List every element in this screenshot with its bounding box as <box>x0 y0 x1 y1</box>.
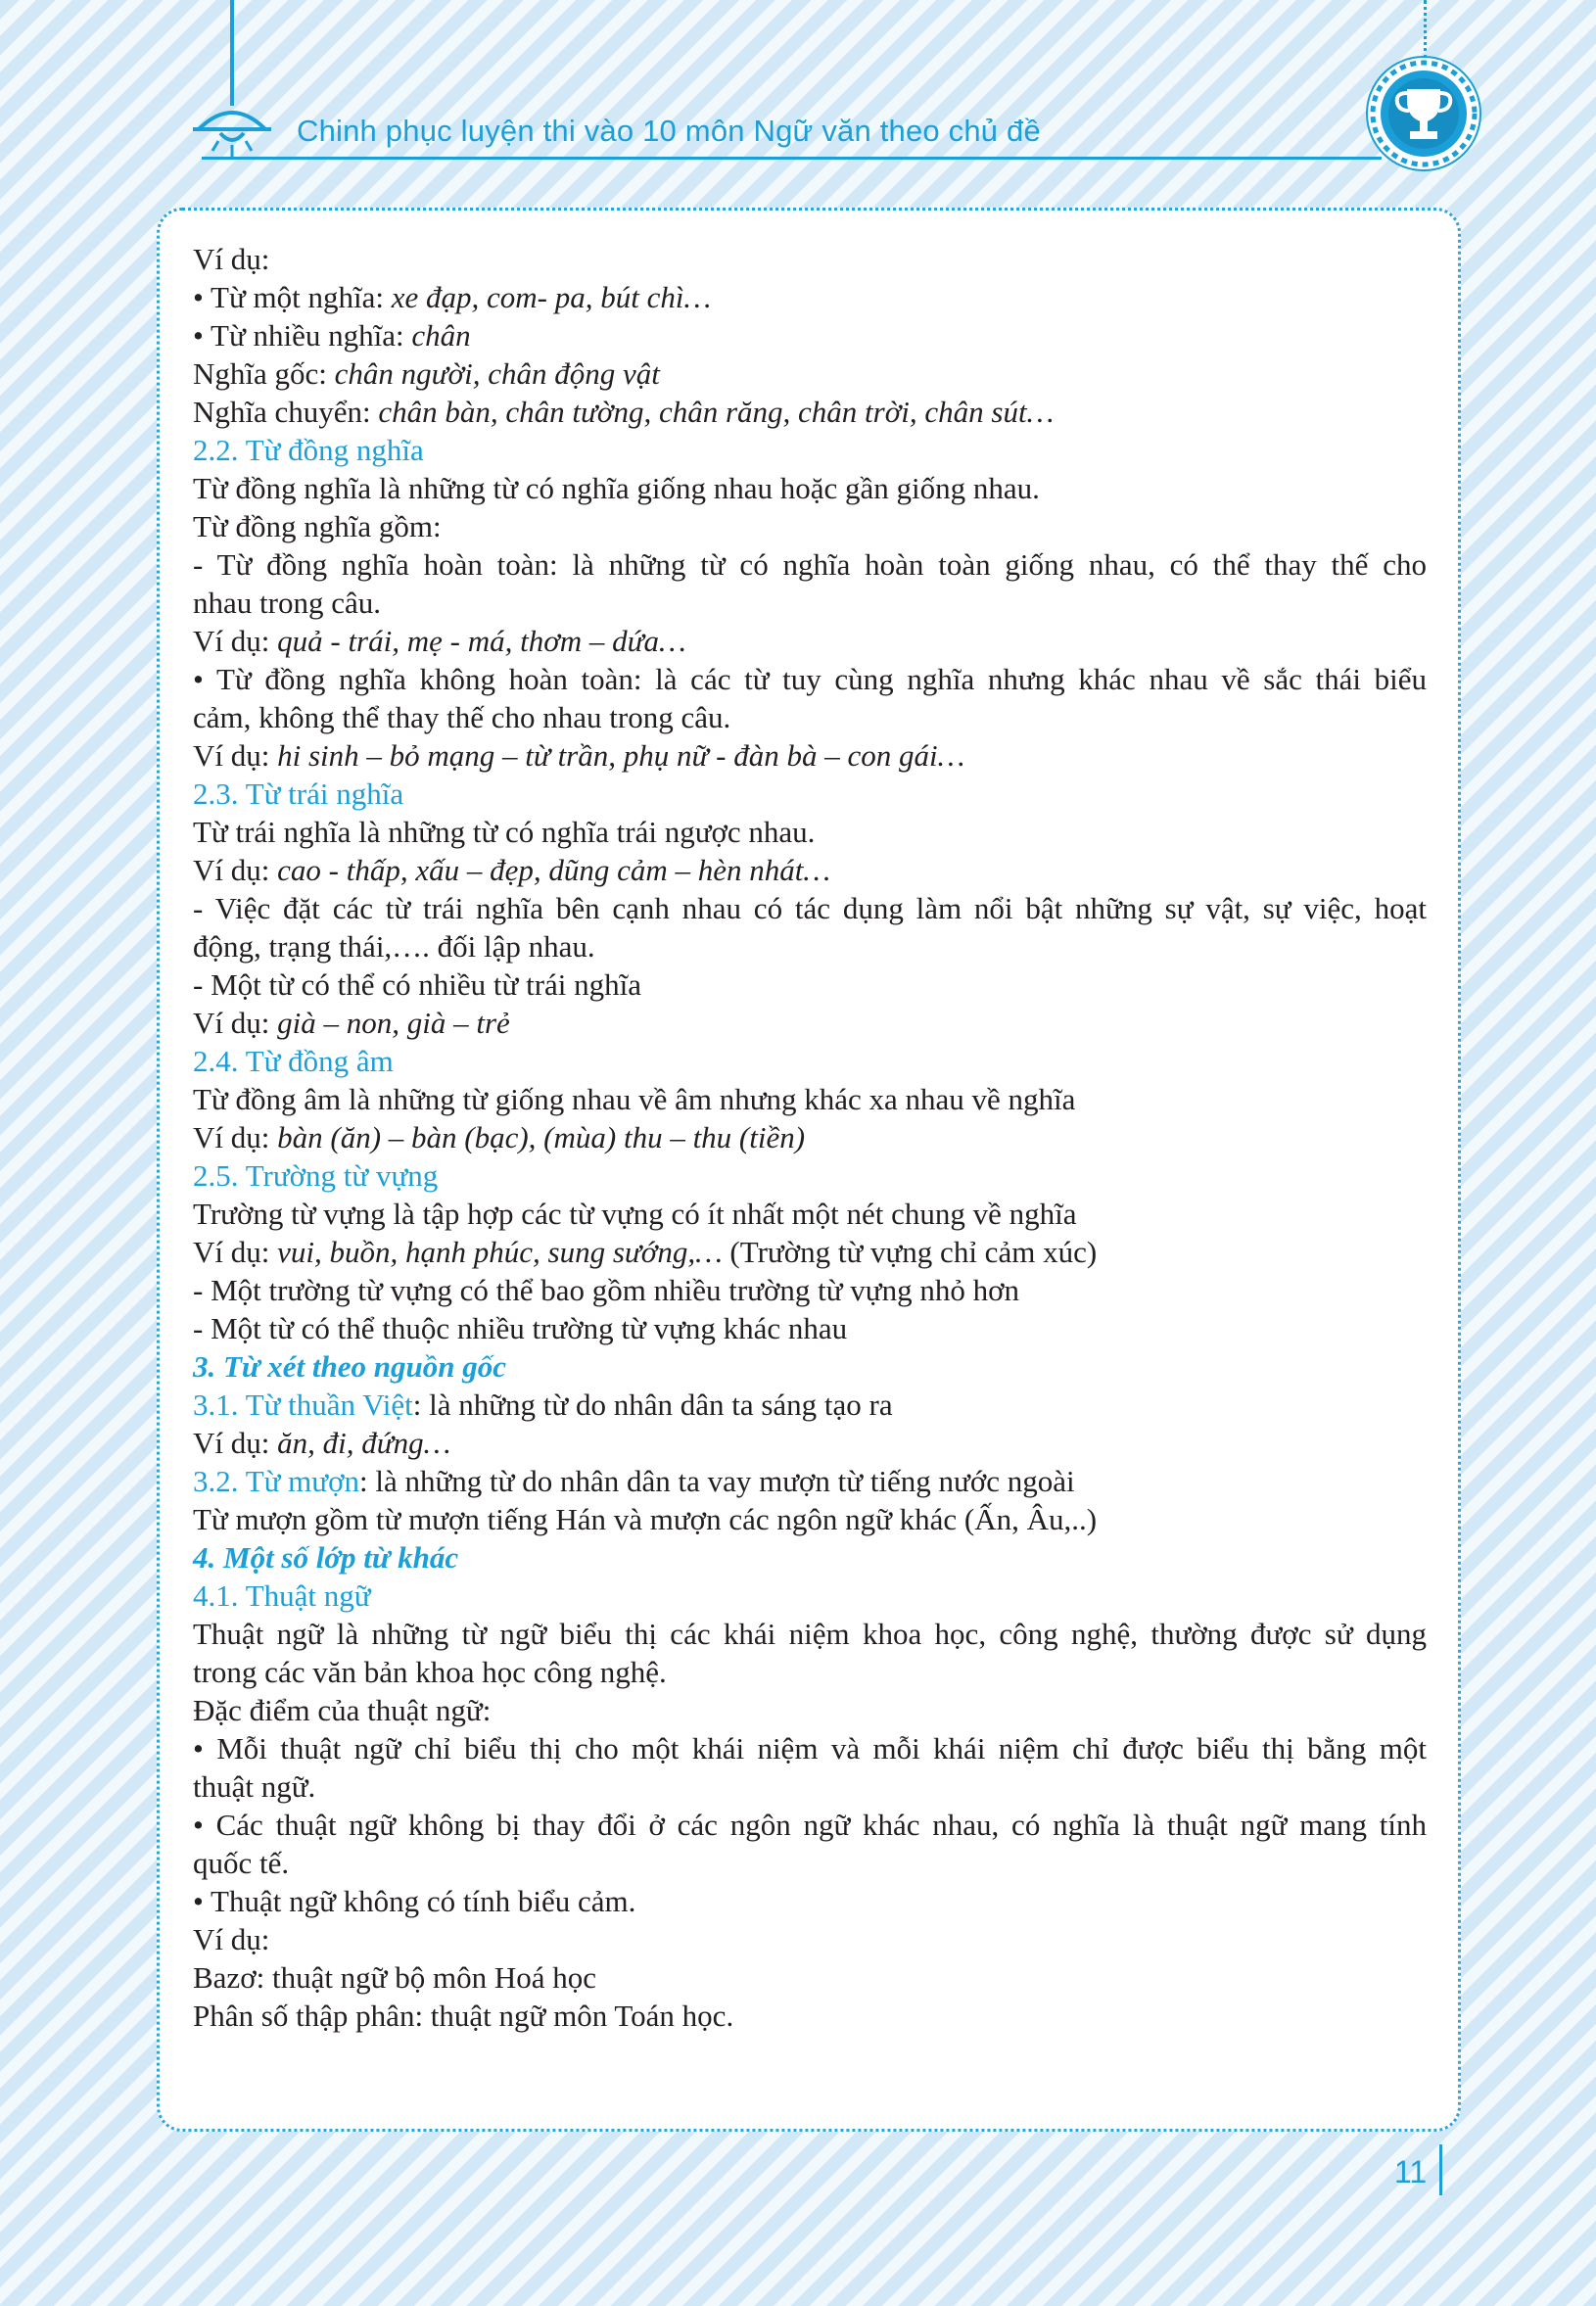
example-text: bàn (ăn) – bàn (bạc), (mùa) thu – thu (tiền) <box>277 1120 806 1154</box>
subsection-heading: 3.2. Từ mượn <box>193 1464 359 1498</box>
text-line <box>193 393 1427 431</box>
text-line <box>193 1386 1427 1424</box>
example-text: chân bàn, chân tường, chân răng, chân trời, chân sút… <box>378 395 1055 429</box>
text-span: (Trường từ vựng chỉ cảm xúc) <box>722 1235 1098 1269</box>
text-line: Từ đồng nghĩa là những từ có nghĩa giống nhau hoặc gần giống nhau. <box>193 471 1040 505</box>
example-text: chân <box>411 318 471 353</box>
text-line <box>193 1118 1427 1156</box>
text-line: - Một từ có thể có nhiều từ trái nghĩa <box>193 967 642 1002</box>
text-line: Trường từ vựng là tập hợp các từ vựng có ít nhất một nét chung về nghĩa <box>193 1197 1077 1231</box>
header-rule <box>202 157 1382 160</box>
header-title: Chinh phục luyện thi vào 10 môn Ngữ văn theo chủ đề <box>297 114 1041 148</box>
text-line <box>193 1462 1427 1500</box>
text-line: Thuật ngữ là những từ ngữ biểu thị các khái niệm khoa học, công nghệ, thường được sử dụng <box>193 1617 1427 1651</box>
text-line: Đặc điểm của thuật ngữ: <box>193 1693 492 1727</box>
text-span: Ví dụ: <box>193 853 278 887</box>
example-text: vui, buồn, hạnh phúc, sung sướng,… <box>277 1235 723 1269</box>
text-span: Ví dụ: <box>193 1120 278 1154</box>
text-line: Phân số thập phân: thuật ngữ môn Toán học. <box>193 1999 734 2033</box>
text-line: • Thuật ngữ không có tính biểu cảm. <box>193 1884 636 1918</box>
text-line: Bazơ: thuật ngữ bộ môn Hoá học <box>193 1960 597 1995</box>
text-line: - Việc đặt các từ trái nghĩa bên cạnh nhau có tác dụng làm nổi bật những sự vật, sự việc, hoạt <box>193 891 1427 925</box>
text-span: • Từ một nghĩa: <box>193 280 392 314</box>
text-span: Ví dụ: <box>193 738 278 773</box>
text-line: - Một từ có thể thuộc nhiều trường từ vựng khác nhau <box>193 1311 848 1345</box>
text-line <box>193 278 1427 316</box>
content <box>193 240 1427 2035</box>
text-line: - Từ đồng nghĩa hoàn toàn: là những từ có nghĩa hoàn toàn giống nhau, có thể thay thế cho <box>193 547 1427 582</box>
example-text: ăn, đi, đứng… <box>277 1426 451 1460</box>
text-line: • Các thuật ngữ không bị thay đổi ở các ngôn ngữ khác nhau, có nghĩa là thuật ngữ mang tính <box>193 1808 1427 1842</box>
section-heading: 2.4. Từ đồng âm <box>193 1044 394 1078</box>
lamp-icon <box>189 102 275 161</box>
text-line <box>193 736 1427 775</box>
text-line <box>193 1233 1427 1271</box>
lamp-cord <box>230 0 234 106</box>
text-span: Ví dụ: <box>193 1006 278 1040</box>
text-span: Ví dụ: <box>193 624 278 658</box>
text-span: Nghĩa gốc: <box>193 356 335 391</box>
text-span: : là những từ do nhân dân ta vay mượn từ tiếng nước ngoài <box>359 1464 1075 1498</box>
example-text: hi sinh – bỏ mạng – từ trần, phụ nữ - đàn bà – con gái… <box>277 738 965 773</box>
text-line: Từ mượn gồm từ mượn tiếng Hán và mượn các ngôn ngữ khác (Ấn, Âu,..) <box>193 1502 1098 1536</box>
subsection-heading: 3.1. Từ thuần Việt <box>193 1388 413 1422</box>
text-line: Ví dụ: <box>193 1922 270 1956</box>
section-heading: 2.2. Từ đồng nghĩa <box>193 433 424 467</box>
section-heading: 3. Từ xét theo nguồn gốc <box>193 1349 506 1384</box>
text-line <box>193 354 1427 393</box>
text-line: Từ đồng âm là những từ giống nhau về âm nhưng khác xa nhau về nghĩa <box>193 1082 1076 1116</box>
text-span: : là những từ do nhân dân ta sáng tạo ra <box>412 1388 893 1422</box>
example-text: xe đạp, com- pa, bút chì… <box>391 280 712 314</box>
text-line <box>193 1424 1427 1462</box>
text-line: - Một trường từ vựng có thể bao gồm nhiều trường từ vựng nhỏ hơn <box>193 1273 1019 1307</box>
example-text: chân người, chân động vật <box>334 356 660 391</box>
page-number-bar <box>1439 2144 1442 2195</box>
text-line: Ví dụ: <box>193 242 270 276</box>
page-number: 11 <box>1394 2154 1428 2189</box>
text-line <box>193 1004 1427 1042</box>
section-heading: 4. Một số lớp từ khác <box>193 1540 459 1575</box>
text-line: trong các văn bản khoa học công nghệ. <box>193 1655 667 1689</box>
text-line: nhau trong câu. <box>193 586 381 620</box>
section-heading: 4.1. Thuật ngữ <box>193 1578 371 1613</box>
text-span: • Từ nhiều nghĩa: <box>193 318 412 353</box>
section-heading: 2.5. Trường từ vựng <box>193 1158 439 1193</box>
trophy-icon <box>1364 54 1483 173</box>
text-line: Từ đồng nghĩa gồm: <box>193 509 442 543</box>
section-heading: 2.3. Từ trái nghĩa <box>193 777 404 811</box>
text-line <box>193 316 1427 354</box>
text-span: Ví dụ: <box>193 1426 278 1460</box>
text-line: Từ trái nghĩa là những từ có nghĩa trái ngược nhau. <box>193 815 816 849</box>
text-line <box>193 622 1427 660</box>
text-span: Nghĩa chuyển: <box>193 395 379 429</box>
text-line: cảm, không thể thay thế cho nhau trong câu. <box>193 700 731 734</box>
text-span: Ví dụ: <box>193 1235 278 1269</box>
trophy-cord <box>1424 0 1427 59</box>
example-text: cao - thấp, xấu – đẹp, dũng cảm – hèn nhát… <box>277 853 830 887</box>
text-line: • Từ đồng nghĩa không hoàn toàn: là các từ tuy cùng nghĩa nhưng khác nhau về sắc thái biểu <box>193 662 1427 696</box>
text-line: động, trạng thái,…. đối lập nhau. <box>193 929 595 964</box>
text-line: thuật ngữ. <box>193 1769 316 1804</box>
example-text: quả - trái, mẹ - má, thơm – dứa… <box>277 624 686 658</box>
text-line <box>193 851 1427 889</box>
text-line: quốc tế. <box>193 1846 290 1880</box>
example-text: già – non, già – trẻ <box>277 1006 510 1040</box>
text-line: • Mỗi thuật ngữ chỉ biểu thị cho một khái niệm và mỗi khái niệm chỉ được biểu thị bằng một <box>193 1731 1427 1765</box>
